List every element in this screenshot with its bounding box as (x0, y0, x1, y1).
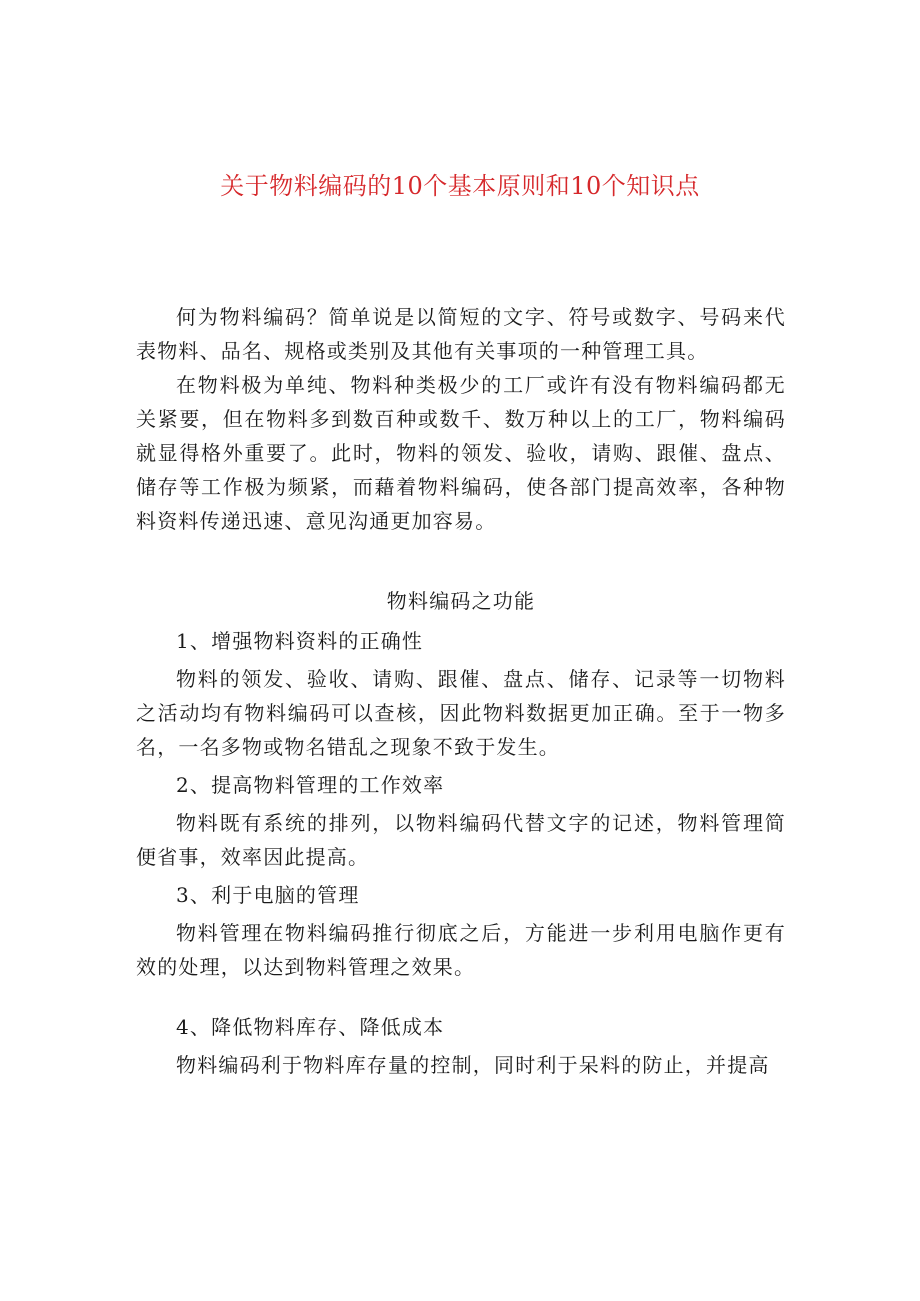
intro-paragraph: 在物料极为单纯、物料种类极少的工厂或许有没有物料编码都无关紧要，但在物料多到数百种或数千、数万种以上的工厂，物料编码就显得格外重要了。此时，物料的领发、验收，请购、跟催、盘点、储存等工作极为频紧，而藉着物料编码，使各部门提高效率，各种物料资料传递迅速、意见沟通更加容易。 (136, 373, 786, 533)
item-body-2: 物料既有系统的排列，以物料编码代替文字的记述，物料管理简便省事，效率因此提高。 (136, 811, 786, 869)
item-heading-4: 4、降低物料库存、降低成本 (176, 1015, 445, 1039)
item-heading-1: 1、增强物料资料的正确性 (176, 629, 424, 653)
document-title: 关于物料编码的10个基本原则和10个知识点 (220, 172, 700, 200)
document-body (136, 300, 786, 1086)
item-body-3: 物料管理在物料编码推行彻底之后，方能进一步利用电脑作更有效的处理，以达到物料管理之效果。 (136, 921, 786, 979)
item-body-1: 物料的领发、验收、请购、跟催、盘点、储存、记录等一切物料之活动均有物料编码可以查核，因此物料数据更加正确。至于一物多名，一名多物或物名错乱之现象不致于发生。 (136, 667, 786, 759)
intro-paragraph: 何为物料编码？简单说是以简短的文字、符号或数字、号码来代表物料、品名、规格或类别及其他有关事项的一种管理工具。 (136, 305, 786, 363)
section-heading: 物料编码之功能 (386, 589, 536, 613)
item-body-4: 物料编码利于物料库存量的控制，同时利于呆料的防止，并提高 (176, 1053, 770, 1077)
item-heading-2: 2、提高物料管理的工作效率 (176, 773, 445, 797)
item-heading-3: 3、利于电脑的管理 (176, 883, 360, 907)
